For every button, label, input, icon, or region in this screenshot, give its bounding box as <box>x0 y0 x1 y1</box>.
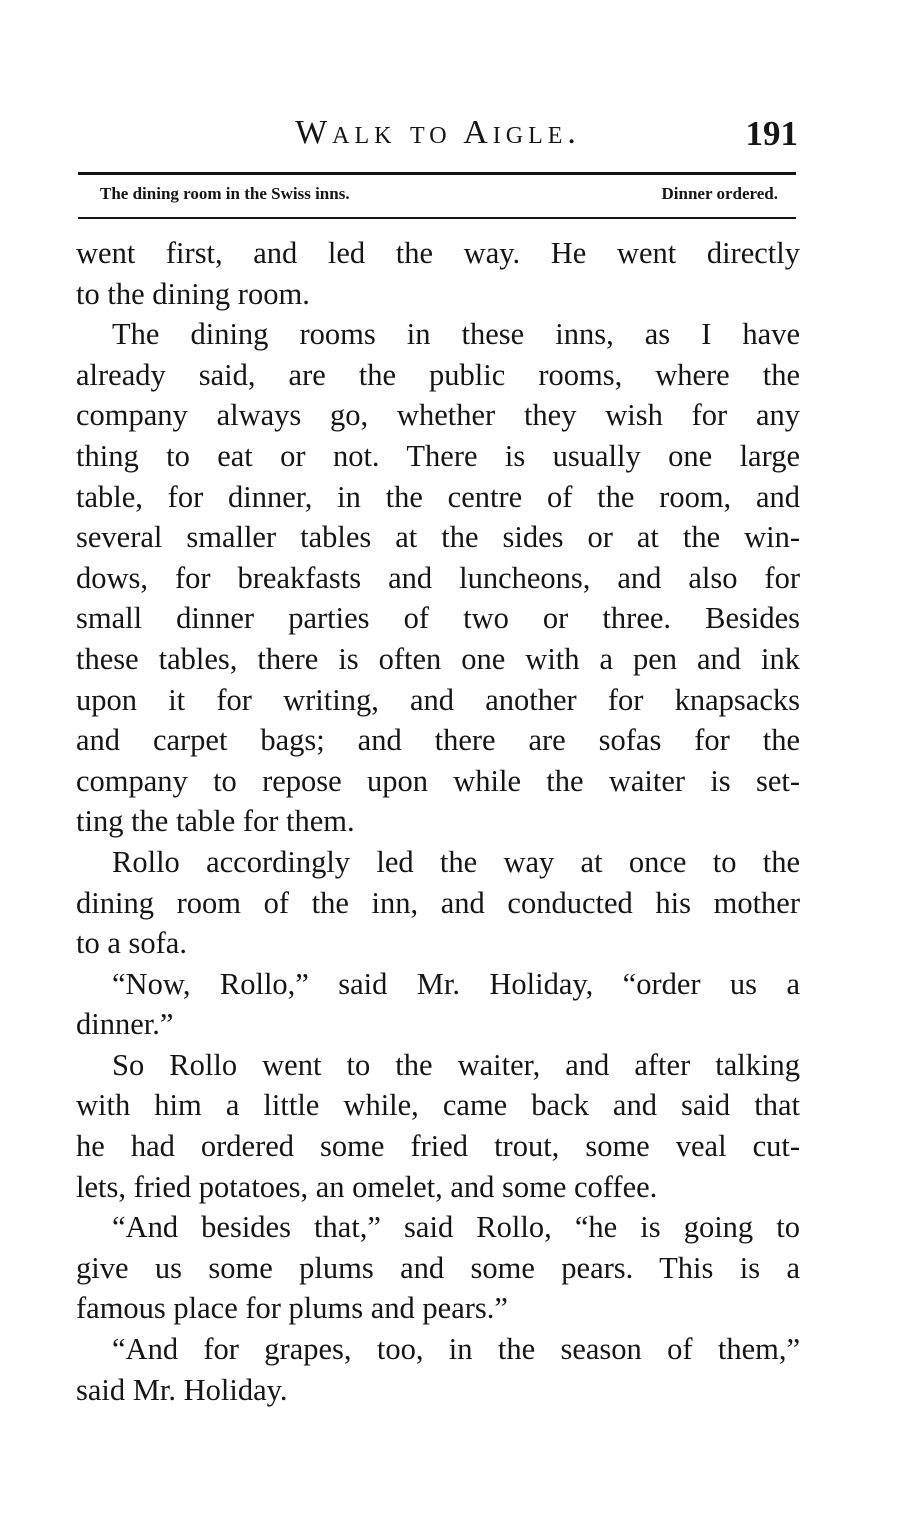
text-line: to the dining room. <box>76 276 310 311</box>
text-line: table, for dinner, in the centre of the room, and <box>76 479 800 514</box>
text-line: company always go, whether they wish for any <box>76 398 800 433</box>
text-line: Rollo accordingly led the way at once to the <box>112 844 800 879</box>
text-line: to a sofa. <box>76 926 187 961</box>
text-line: these tables, there is often one with a pen and ink <box>76 641 800 676</box>
text-line: company to repose upon while the waiter is set- <box>76 763 800 798</box>
text-line: dinner.” <box>76 1007 174 1042</box>
side-note-right: Dinner ordered. <box>661 184 778 203</box>
text-line: dows, for breakfasts and luncheons, and also for <box>76 560 800 595</box>
running-title: Walk to Aigle. <box>295 114 581 151</box>
text-line: dining room of the inn, and conducted his mother <box>76 885 800 920</box>
page-number: 191 <box>745 114 798 153</box>
text-line: with him a little while, came back and said that <box>76 1088 800 1123</box>
text-line: upon it for writing, and another for knapsacks <box>76 682 800 717</box>
text-line: went first, and led the way. He went directly <box>76 236 800 270</box>
text-line: several smaller tables at the sides or at the win- <box>76 520 800 555</box>
text-line: So Rollo went to the waiter, and after talking <box>112 1047 800 1082</box>
text-line: he had ordered some fried trout, some veal cut- <box>76 1129 800 1164</box>
text-line: The dining rooms in these inns, as I have <box>112 317 800 352</box>
text-line: already said, are the public rooms, where the <box>76 357 800 392</box>
running-head <box>76 114 800 158</box>
text-line: thing to eat or not. There is usually one large <box>76 438 800 473</box>
text-line: “And besides that,” said Rollo, “he is going to <box>112 1210 800 1245</box>
body-text <box>76 233 800 1410</box>
side-note-left: The dining room in the Swiss inns. <box>100 184 350 203</box>
text-line: “And for grapes, too, in the season of them,” <box>112 1332 800 1367</box>
text-line: said Mr. Holiday. <box>76 1372 288 1407</box>
text-line: and carpet bags; and there are sofas for the <box>76 723 800 758</box>
text-line: lets, fried potatoes, an omelet, and some coffee. <box>76 1169 658 1204</box>
text-line: “Now, Rollo,” said Mr. Holiday, “order us a <box>112 966 800 1001</box>
text-line: give us some plums and some pears. This is a <box>76 1250 800 1285</box>
text-line: famous place for plums and pears.” <box>76 1291 508 1326</box>
header-rule-top <box>78 172 796 175</box>
text-line: ting the table for them. <box>76 804 355 839</box>
header-rule-bottom <box>78 217 796 219</box>
text-line: small dinner parties of two or three. Besides <box>76 601 800 636</box>
